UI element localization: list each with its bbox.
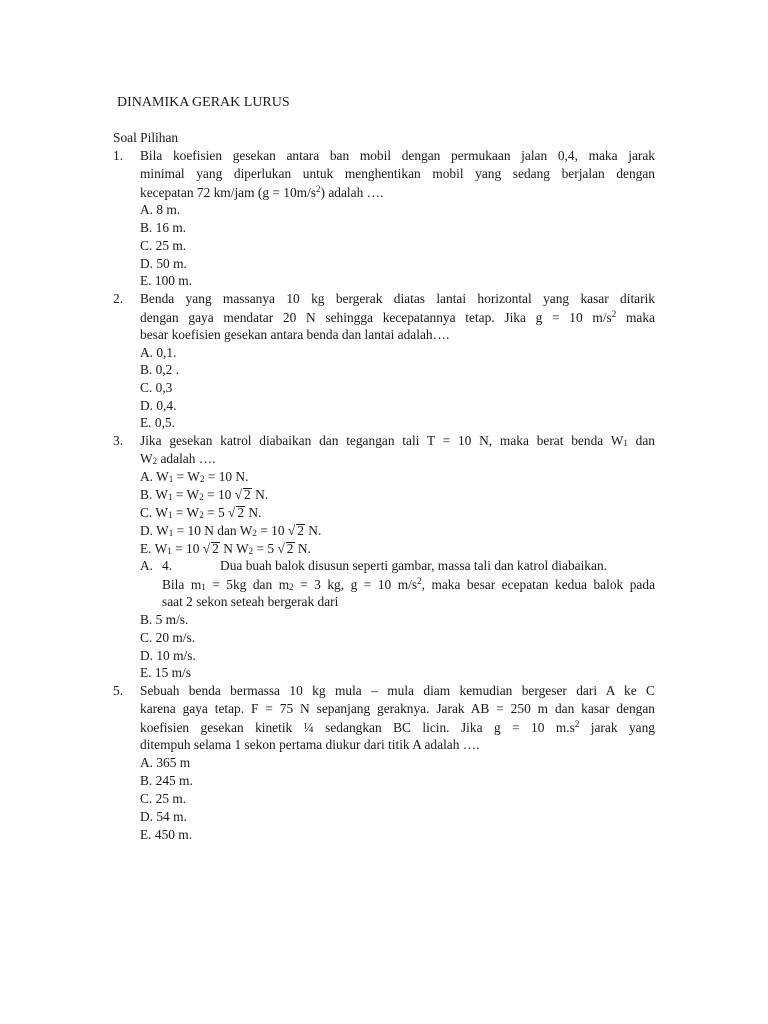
q4-line-2: Bila $m_1 = 5kg$ dan $m_2 = 3$ kg, g = 10 $m/s^2$, maka besar ecepatan kedua balok pada bbox=[162, 576, 656, 592]
q5-line-2: karena gaya tetap. F = 75 N sepanjang geraknya. Jarak AB = 250 m dan kasar dengan bbox=[140, 701, 655, 716]
q4-option-d: D. 10 m/s. bbox=[140, 648, 196, 663]
q2-line-3: besar koefisien gesekan antara benda dan lantai adalah…. bbox=[140, 327, 450, 342]
sqrt-symbol: √ 2 bbox=[234, 487, 251, 502]
sqrt-symbol: √ 2 bbox=[202, 541, 219, 556]
q1-line-1: Bila koefisien gesekan antara ban mobil dengan permukaan jalan 0,4, maka jarak bbox=[140, 148, 655, 163]
q1-number: 1. bbox=[113, 148, 124, 163]
q1-option-e: E. 100 m. bbox=[140, 273, 193, 288]
q2-option-a: A. 0,1. bbox=[140, 345, 177, 360]
q5-number: 5. bbox=[113, 683, 124, 698]
q4-line-1: 4. Dua buah balok disusun seperti gambar, massa tali dan katrol diabaikan. bbox=[162, 558, 607, 573]
q3-option-b: B. $W_1 = W_2 = 10$ √ 2 N. bbox=[140, 487, 269, 502]
q1-option-c: C. 25 m. bbox=[140, 238, 187, 253]
q2-option-c: C. 0,3 bbox=[140, 380, 173, 395]
document-title: DINAMIKA GERAK LURUS bbox=[117, 95, 290, 110]
q1-line-2: minimal yang diperlukan untuk menghentikan mobil yang sedang berjalan dengan bbox=[140, 166, 655, 181]
sqrt-symbol: √ 2 bbox=[228, 505, 245, 520]
q4-option-b: B. 5 m/s. bbox=[140, 612, 189, 627]
section-heading: Soal Pilihan bbox=[113, 130, 179, 145]
sqrt-symbol: √ 2 bbox=[287, 523, 304, 538]
sqrt-symbol: √ 2 bbox=[277, 541, 294, 556]
q3-line-1: Jika gesekan katrol diabaikan dan tegangan tali T = 10 N, maka berat benda $W_1$ dan bbox=[140, 433, 655, 448]
q3-line-2: $W_2$ adalah …. bbox=[140, 451, 216, 466]
q2-number: 2. bbox=[113, 291, 124, 306]
q5-line-3: koefisien gesekan kinetik ¼ sedangkan BC licin. Jika g = 10 $m.s^2$ jarak yang bbox=[140, 719, 655, 735]
q3-option-d: D. $W_1 = 10$ N dan $W_2 = 10$ √ 2 N. bbox=[140, 523, 322, 538]
q5-option-c: C. 25 m. bbox=[140, 791, 187, 806]
q1-option-d: D. 50 m. bbox=[140, 256, 187, 271]
q4-option-c: C. 20 m/s. bbox=[140, 630, 196, 645]
q1-option-a: A. 8 m. bbox=[140, 202, 181, 217]
q1-line-3: kecepatan 72 km/jam $(g = 10m/s^2)$ adalah …. bbox=[140, 184, 384, 200]
q5-option-e: E. 450 m. bbox=[140, 827, 193, 842]
q5-option-a: A. 365 m bbox=[140, 755, 191, 770]
q2-option-d: D. 0,4. bbox=[140, 398, 177, 413]
q4-line-3: saat 2 sekon seteah bergerak dari bbox=[162, 594, 339, 609]
q3-option-c: C. $W_1 = W_2 = 5$ √ 2 N. bbox=[140, 505, 262, 520]
q5-option-d: D. 54 m. bbox=[140, 809, 187, 824]
q5-line-4: ditempuh selama 1 sekon pertama diukur dari titik A adalah …. bbox=[140, 737, 480, 752]
q2-line-2: dengan gaya mendatar 20 N sehingga kecepatannya tetap. Jika g = 10 $m/s^2$ maka bbox=[140, 309, 655, 325]
q3-option-e: E. $W_1 = 10$ √ 2 N $W_2 = 5$ √ 2 N. bbox=[140, 541, 311, 556]
q4-option-e: E. 15 m/s bbox=[140, 665, 191, 680]
q5-option-b: B. 245 m. bbox=[140, 773, 193, 788]
q2-line-1: Benda yang massanya 10 kg bergerak diatas lantai horizontal yang kasar ditarik bbox=[140, 291, 655, 306]
q1-option-b: B. 16 m. bbox=[140, 220, 187, 235]
q2-option-e: E. 0,5. bbox=[140, 415, 175, 430]
q3-number: 3. bbox=[113, 433, 124, 448]
q4-option-marker: A. bbox=[140, 558, 154, 573]
q3-option-a: A. $W_1 = W_2 = 10$ N. bbox=[140, 469, 249, 484]
q5-line-1: Sebuah benda bermassa 10 kg mula – mula diam kemudian bergeser dari A ke C bbox=[140, 683, 655, 698]
q2-option-b: B. 0,2 . bbox=[140, 362, 180, 377]
